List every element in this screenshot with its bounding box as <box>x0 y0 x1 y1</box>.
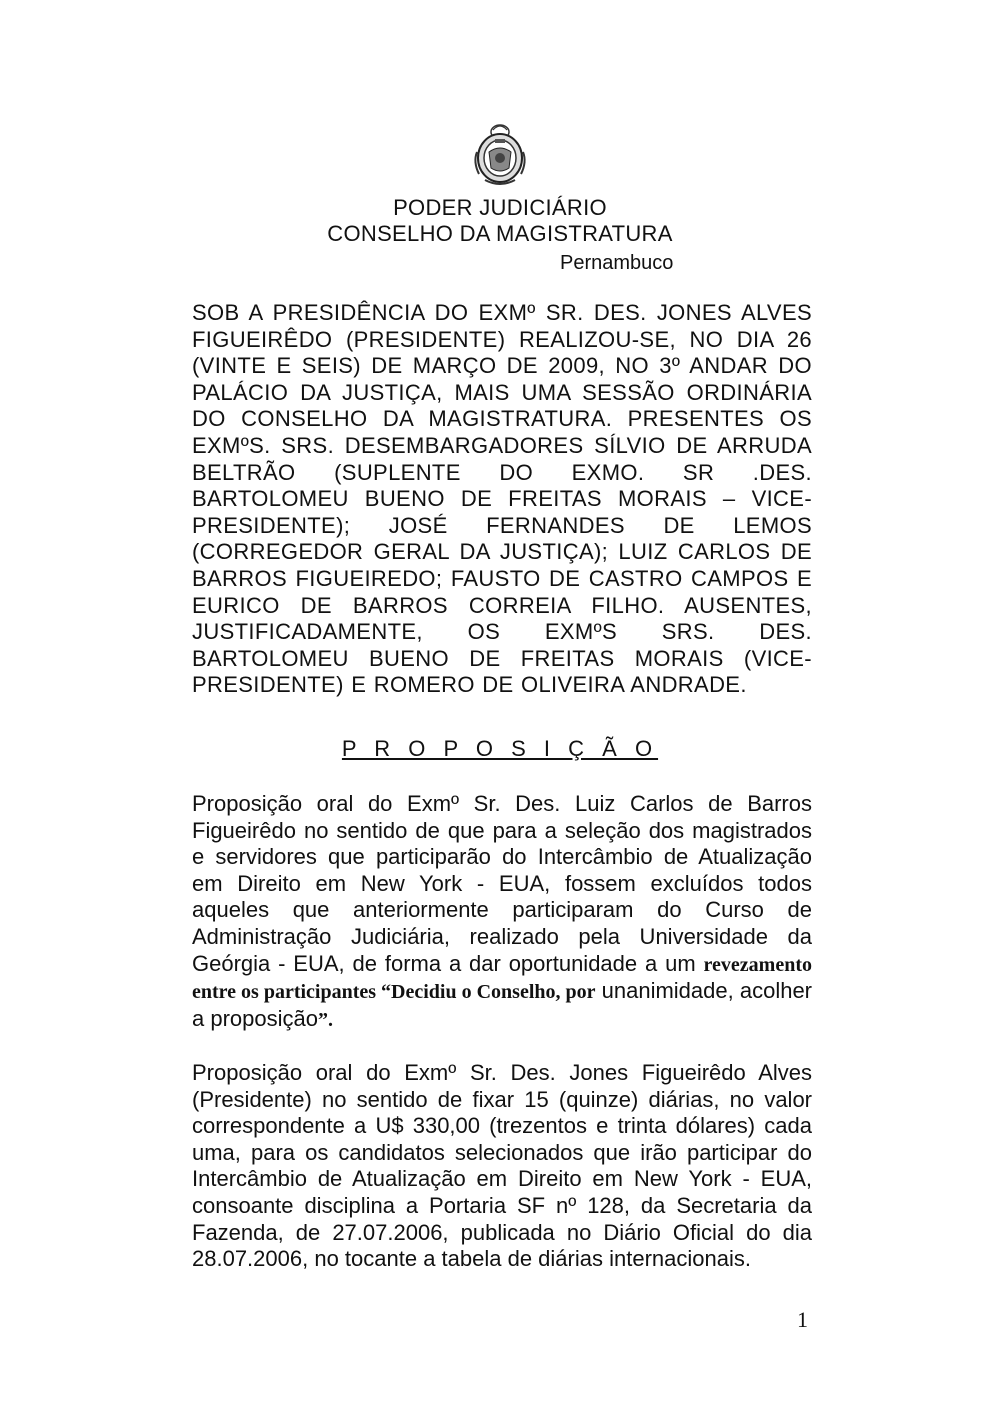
session-paragraph: SOB A PRESIDÊNCIA DO EXMº SR. DES. JONES ALVES FIGUEIRÊDO (PRESIDENTE) REALIZOU-SE, NO DIA 26 (VINTE E SEIS) DE MARÇO DE 2009, NO 3º ANDAR DO PALÁCIO DA JUSTIÇA, MAIS UMA SESSÃO ORDINÁRIA DO CONSELHO DA MAGISTRATURA. PRESENTES OS EXMºS. SRS. DESEMBARGADORES SÍLVIO DE ARRUDA BELTRÃO (SUPLENTE DO EXMO. SR .DES. BARTOLOMEU BUENO DE FREITAS MORAIS – VICE-PRESIDENTE); JOSÉ FERNANDES DE LEMOS (CORREGEDOR GERAL DA JUSTIÇA); LUIZ CARLOS DE BARROS FIGUEIREDO; FAUSTO DE CASTRO CAMPOS E EURICO DE BARROS CORREIA FILHO. AUSENTES, JUSTIFICADAMENTE, OS EXMºS SRS. DES. BARTOLOMEU BUENO DE FREITAS MORAIS (VICE-PRESIDENTE) E ROMERO DE OLIVEIRA ANDRADE. <box>192 300 812 698</box>
proposal-paragraph-1 <box>192 791 812 1033</box>
header-state-name: Pernambuco <box>560 252 674 274</box>
header-conselho-magistratura: CONSELHO DA MAGISTRATURA <box>327 221 673 246</box>
proposal-1-text: Proposição oral do Exmº Sr. Des. Luiz Carlos de Barros Figueirêdo no sentido de que para a seleção dos magistrados e servidores que participarão do Intercâmbio de Atualização em Direito em New York - EUA, fossem excluídos todos aqueles que anteriormente participaram do Curso de Administração Judiciária, realizado pela Universidade da Geórgia - EUA, de forma a dar oportunidade a um <box>192 791 812 976</box>
proposal-paragraph-2: Proposição oral do Exmº Sr. Des. Jones Figueirêdo Alves (Presidente) no sentido de fixar 15 (quinze) diárias, no valor correspondente a U$ 330,00 (trezentos e trinta dólares) cada uma, para os candidatos selecionados que irão participar do Intercâmbio de Atualização em Direito em New York - EUA, consoante disciplina a Portaria SF nº 128, da Secretaria da Fazenda, de 27.07.2006, publicada no Diário Oficial do dia 28.07.2006, no tocante a tabela de diárias internacionais. <box>192 1060 812 1272</box>
proposal-1-text-end: unanimidade, acolher a proposição <box>192 978 813 1031</box>
proposal-1-text-end-quote: ”. <box>317 1008 333 1031</box>
coat-of-arms-seal-icon <box>471 122 529 188</box>
section-title-proposicao: P R O P O S I Ç Ã O <box>341 736 659 761</box>
proposal-1-decision-text: revezamento entre os participantes “Decidiu o Conselho, por <box>192 953 812 1004</box>
page-number: 1 <box>797 1307 808 1332</box>
header-poder-judiciario: PODER JUDICIÁRIO <box>393 195 607 220</box>
